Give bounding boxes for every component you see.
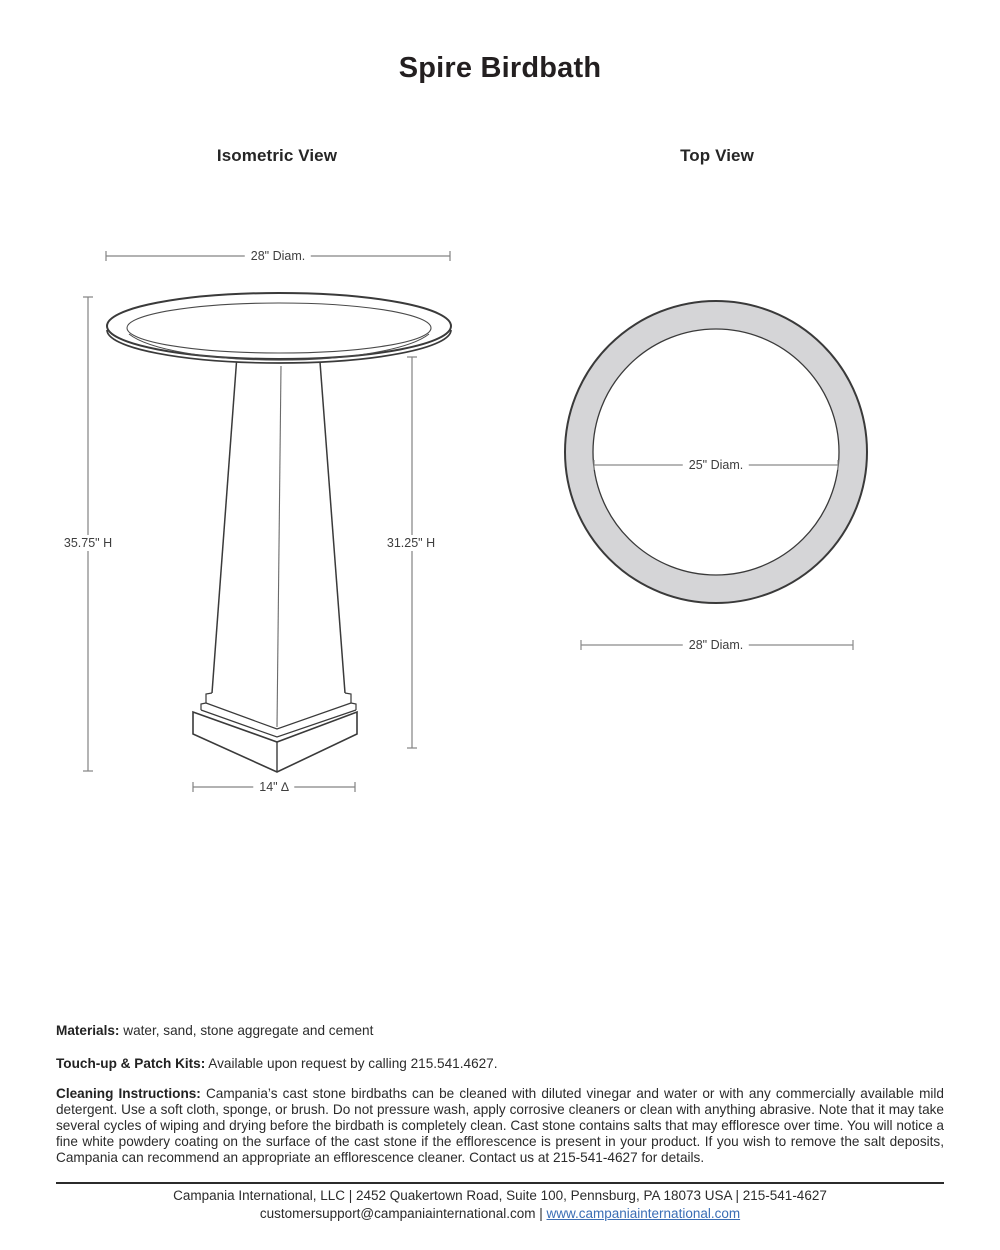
- footer-contact-line: [0, 1205, 1000, 1223]
- dim-label-overall-height: 35.75" H: [58, 535, 118, 551]
- isometric-bowl: [107, 293, 451, 363]
- footer-address-line: Campania International, LLC | 2452 Quakertown Road, Suite 100, Pennsburg, PA 18073 USA | 215-541-4627: [173, 1188, 827, 1203]
- dim-label-bowl-diameter: 28" Diam.: [245, 248, 311, 264]
- product-info: [56, 1023, 944, 1166]
- website-link[interactable]: www.campaniainternational.com: [546, 1206, 741, 1221]
- touchup-text: Available upon request by calling 215.541.4627.: [205, 1056, 498, 1071]
- isometric-pedestal: [212, 362, 345, 727]
- footer: [0, 1187, 1000, 1223]
- dim-label-base-width: 14" ∆: [253, 779, 294, 795]
- touchup-label: Touch-up & Patch Kits:: [56, 1056, 206, 1071]
- isometric-base: [193, 693, 357, 772]
- cleaning-instructions: [56, 1086, 944, 1166]
- materials-label: Materials:: [56, 1023, 120, 1038]
- isometric-view-heading: Isometric View: [216, 146, 338, 165]
- touchup-line: [56, 1056, 944, 1072]
- footer-divider: [56, 1182, 944, 1184]
- page-title: Spire Birdbath: [398, 52, 602, 85]
- top-view-rim: [565, 301, 867, 603]
- materials-line: [56, 1023, 944, 1039]
- cleaning-text: Campania’s cast stone birdbaths can be cleaned with diluted vinegar and water or with any commercially available mild detergent. Use a soft cloth, sponge, or brush. Do not pressure wash, apply corrosive cleaners or clean with anything abrasive. Note that it may take several cycles of wiping and drying before the birdbath is completely clean. Cast stone contains salts that may effloresce over time. You will notice a fine white powdery coating on the surface of the cast stone if the efflorescence is present in your product. If you wish to remove the salt deposits, Campania can recommend an appropriate an efflorescence cleaner. Contact us at 215-541-4627 for details.: [56, 1086, 944, 1165]
- dim-label-inner-diameter: 25" Diam.: [683, 457, 749, 473]
- footer-email: customersupport@campaniainternational.com: [259, 1206, 536, 1221]
- materials-text: water, sand, stone aggregate and cement: [119, 1023, 374, 1038]
- top-view-heading: Top View: [680, 146, 754, 165]
- dim-label-pedestal-height: 31.25" H: [381, 535, 441, 551]
- cleaning-label: Cleaning Instructions:: [56, 1086, 201, 1101]
- footer-separator: |: [535, 1206, 547, 1221]
- dim-label-outer-diameter: 28" Diam.: [683, 637, 749, 653]
